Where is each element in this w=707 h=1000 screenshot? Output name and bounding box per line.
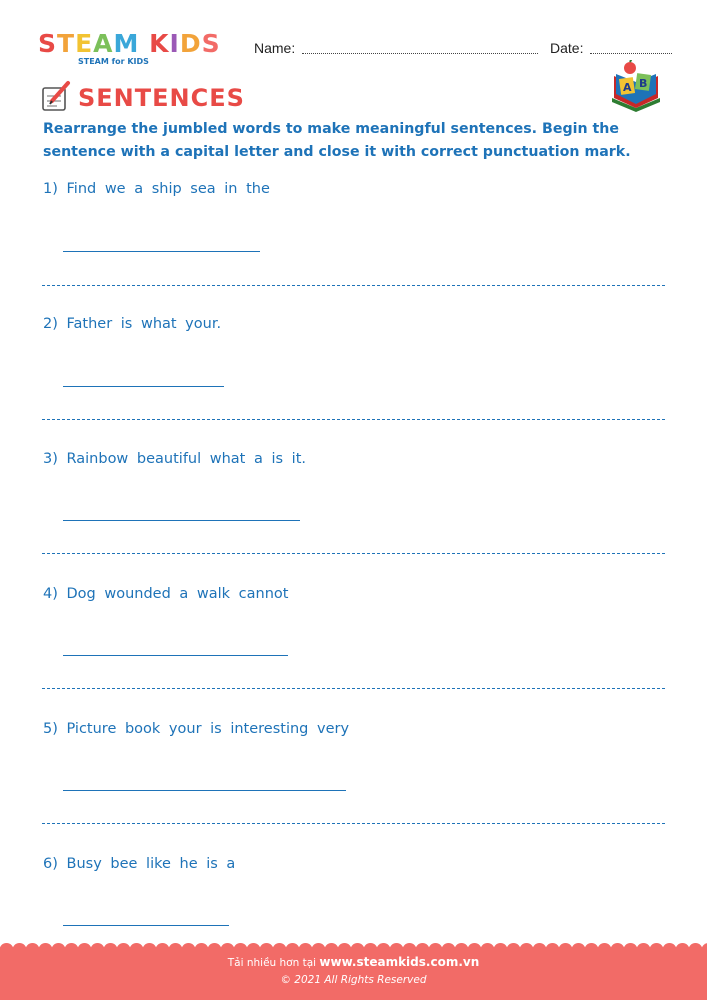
- name-field[interactable]: [302, 52, 538, 54]
- question-number: 1): [43, 181, 58, 197]
- question-6: [43, 856, 235, 872]
- date-label: Date:: [550, 40, 584, 56]
- svg-text:B: B: [639, 77, 648, 90]
- question-number: 5): [43, 721, 58, 737]
- footer-download-line: [0, 955, 707, 969]
- separator: [42, 553, 665, 554]
- logo-wordmark: [38, 30, 238, 58]
- logo-letter: S: [38, 29, 58, 58]
- footer-copyright: © 2021 All Rights Reserved: [280, 974, 427, 986]
- question-text: Find we a ship sea in the: [66, 181, 270, 197]
- answer-line-3[interactable]: [63, 520, 300, 521]
- logo-letter: D: [179, 29, 202, 58]
- answer-line-2[interactable]: [63, 386, 224, 387]
- logo-letter: E: [75, 29, 94, 58]
- question-number: 2): [43, 316, 58, 332]
- separator: [42, 823, 665, 824]
- writing-pad-icon: [38, 80, 72, 114]
- logo-letter: M: [113, 29, 140, 58]
- answer-line-5[interactable]: [63, 790, 346, 791]
- question-2: [43, 316, 221, 332]
- footer-site-link[interactable]: www.steamkids.com.vn: [319, 955, 480, 969]
- answer-line-1[interactable]: [63, 251, 260, 252]
- answer-line-4[interactable]: [63, 655, 288, 656]
- separator: [42, 285, 665, 286]
- question-1: [43, 181, 270, 197]
- question-number: 3): [43, 451, 58, 467]
- abc-book-icon: [608, 60, 664, 112]
- question-text: Rainbow beautiful what a is it.: [66, 451, 306, 467]
- question-text: Busy bee like he is a: [66, 856, 236, 872]
- instructions-text: Rearrange the jumbled words to make meaningful sentences. Begin the sentence with a capital letter and close it with correct punctuation mark.: [43, 121, 631, 160]
- svg-text:A: A: [623, 81, 632, 94]
- footer-prefix: Tải nhiều hơn tại: [227, 957, 317, 969]
- question-number: 6): [43, 856, 58, 872]
- name-label: Name:: [254, 40, 296, 56]
- date-field[interactable]: [590, 52, 672, 54]
- question-text: Picture book your is interesting very: [66, 721, 350, 737]
- question-5: [43, 721, 349, 737]
- logo-letter: A: [93, 29, 114, 58]
- question-4: [43, 586, 288, 602]
- page-title: SENTENCES: [78, 84, 245, 112]
- logo-letter: I: [169, 29, 180, 58]
- logo-subtitle: STEAM for KIDS: [78, 57, 149, 66]
- logo-letter: S: [201, 29, 221, 58]
- separator: [42, 419, 665, 420]
- question-number: 4): [43, 586, 58, 602]
- steam-kids-logo: [38, 30, 238, 72]
- question-3: [43, 451, 306, 467]
- logo-letter: T: [57, 29, 76, 58]
- question-text: Father is what your.: [66, 316, 222, 332]
- question-text: Dog wounded a walk cannot: [66, 586, 289, 602]
- separator: [42, 688, 665, 689]
- logo-letter: [139, 29, 149, 58]
- answer-line-6[interactable]: [63, 925, 229, 926]
- logo-letter: K: [149, 29, 170, 58]
